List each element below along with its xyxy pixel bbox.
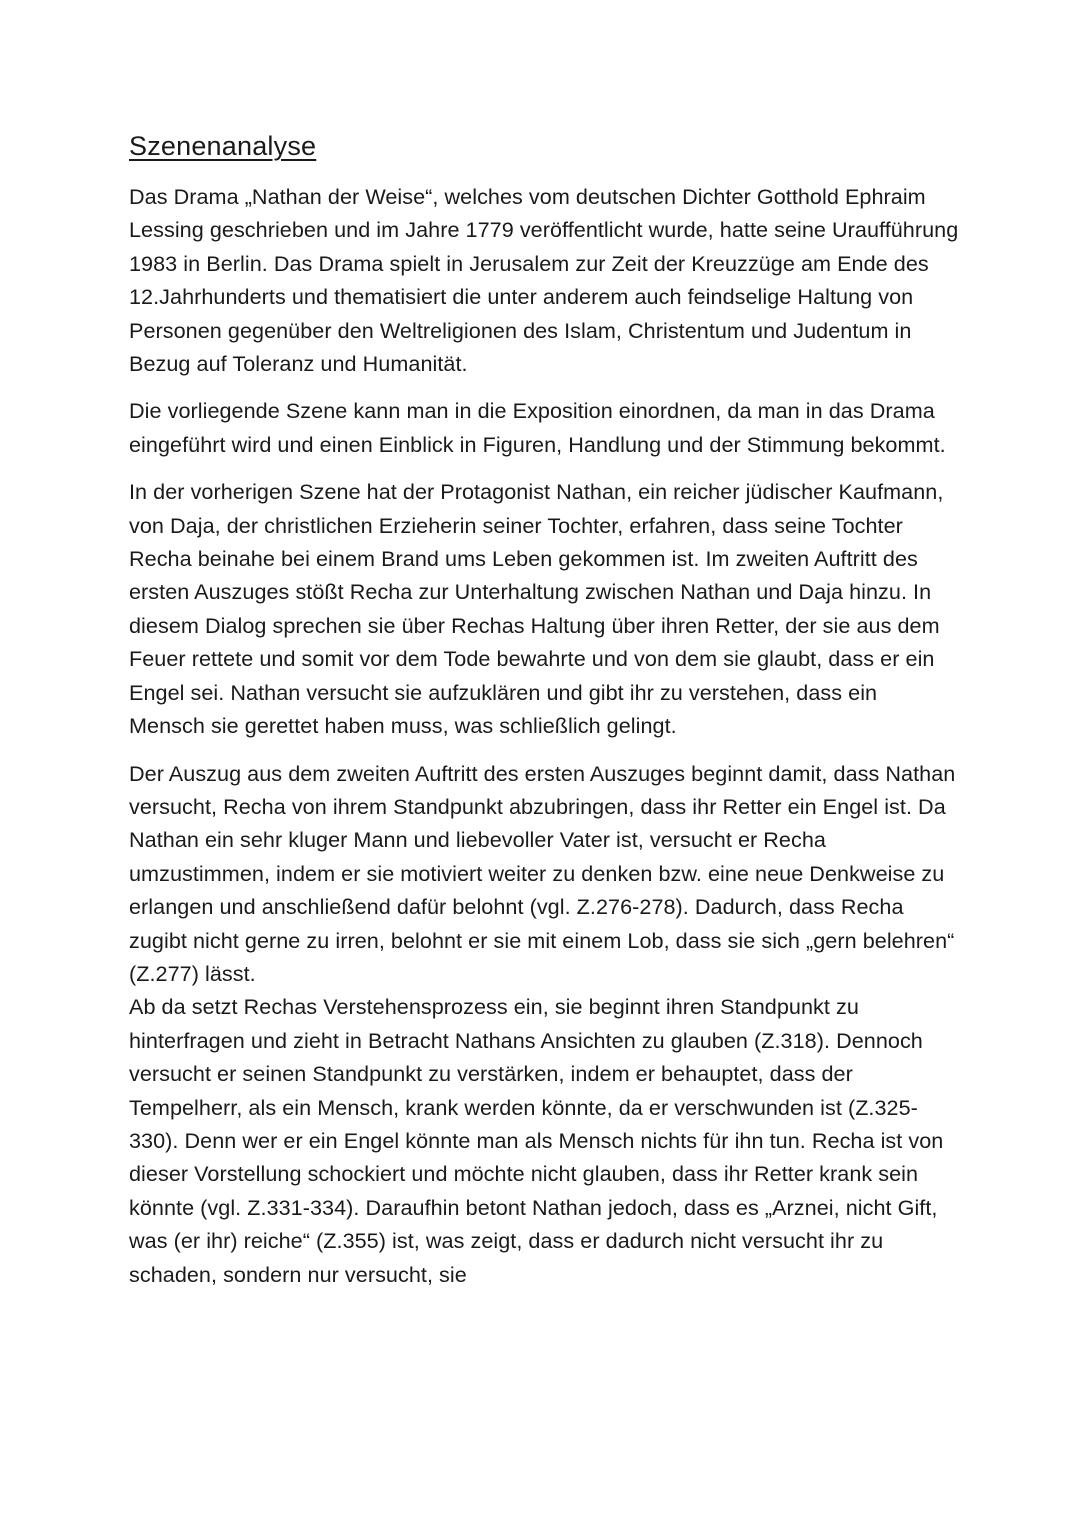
paragraph-scene-analysis: Der Auszug aus dem zweiten Auftritt des ersten Auszuges beginnt damit, dass Nathan versucht, Recha von ihrem Standpunkt abzubringen, dass ihr Retter ein Engel ist. Da Nathan ein sehr kluger Mann und liebevoller Vater ist, versucht er Recha umzustimmen, indem er sie motiviert weiter zu denken bzw. eine neue Denkweise zu erlangen und anschließend dafür belohnt (vgl. Z.276-278). Dadurch, dass Recha zugibt nicht gerne zu irren, belohnt er sie mit einem Lob, dass sie sich „gern belehren“ (Z.277) lässt. — [129, 760, 956, 986]
paragraph-previous-scene: In der vorherigen Szene hat der Protagonist Nathan, ein reicher jüdischer Kaufmann, von Daja, der christlichen Erzieherin seiner Tochter, erfahren, dass seine Tochter Recha beinahe bei einem Brand ums Leben gekommen ist. Im zweiten Auftritt des ersten Auszuges stößt Recha zur Unterhaltung zwischen Nathan und Daja hinzu. In diesem Dialog sprechen sie über Rechas Haltung über ihren Retter, der sie aus dem Feuer rettete und somit vor dem Tode bewahrte und von dem sie glaubt, dass er ein Engel sei. Nathan versucht sie aufzuklären und gibt ihr zu verstehen, dass ein Mensch sie gerettet haben muss, was schließlich gelingt. — [129, 479, 944, 739]
paragraph-exposition: Die vorliegende Szene kann man in die Exposition einordnen, da man in das Drama eingeführt wird und einen Einblick in Figuren, Handlung und der Stimmung bekommt. — [129, 398, 946, 457]
document-title: Szenenanalyse — [129, 131, 317, 161]
paragraph-understanding-process: Ab da setzt Rechas Verstehensprozess ein, sie beginnt ihren Standpunkt zu hinterfragen und zieht in Betracht Nathans Ansichten zu glauben (Z.318). Dennoch versucht er seinen Standpunkt zu verstärken, indem er behauptet, dass der Tempelherr, als ein Mensch, krank werden könnte, da er verschwunden ist (Z.325-330). Denn wer er ein Engel könnte man als Mensch nichts für ihn tun. Recha ist von dieser Vorstellung schockiert und möchte nicht glauben, dass ihr Retter krank sein könnte (vgl. Z.331-334). Daraufhin betont Nathan jedoch, dass es „Arznei, nicht Gift, was (er ihr) reiche“ (Z.355) ist, was zeigt, dass er dadurch nicht versucht ihr zu schaden, sondern nur versucht, sie — [129, 994, 944, 1287]
paragraph-introduction: Das Drama „Nathan der Weise“, welches vom deutschen Dichter Gotthold Ephraim Lessing geschrieben und im Jahre 1779 veröffentlicht wurde, hatte seine Uraufführung 1983 in Berlin. Das Drama spielt in Jerusalem zur Zeit der Kreuzzüge am Ende des 12.Jahrhunderts und thematisiert die unter anderem auch feindselige Haltung von Personen gegenüber den Weltreligionen des Islam, Christentum und Judentum in Bezug auf Toleranz und Humanität. — [129, 184, 959, 377]
document-body — [129, 128, 959, 1291]
